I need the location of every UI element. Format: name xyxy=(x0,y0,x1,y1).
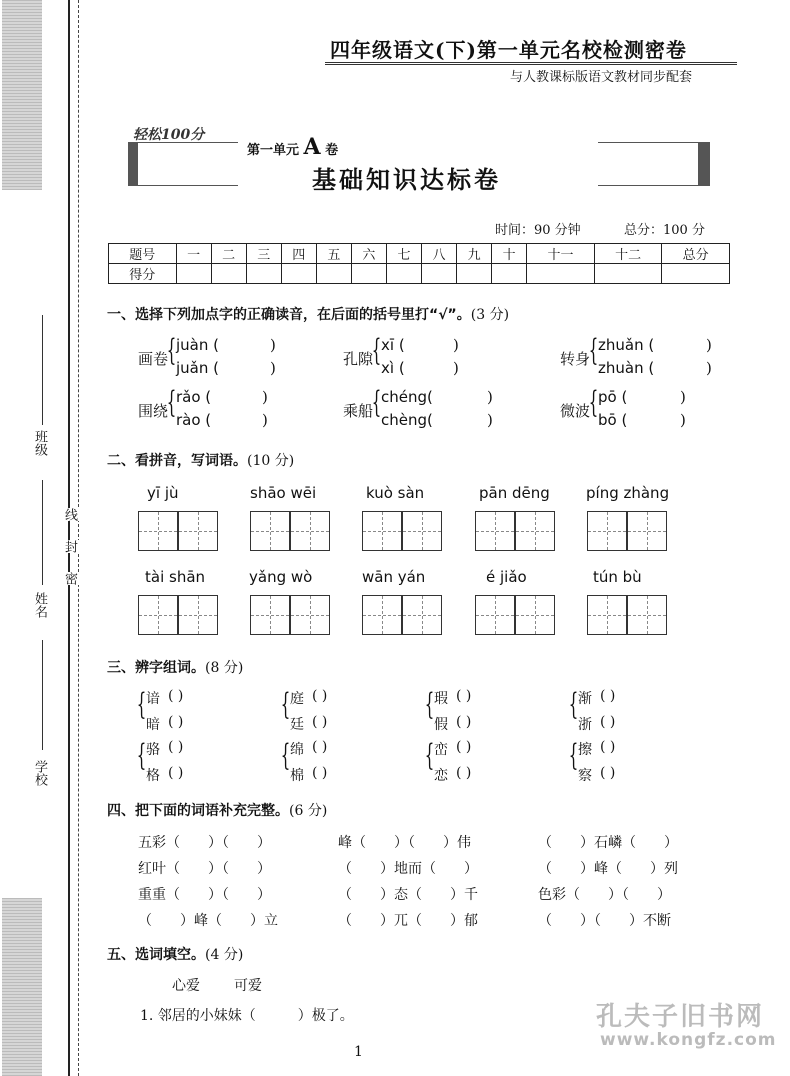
banner-right-rule xyxy=(598,142,698,143)
score-input-cell[interactable] xyxy=(492,264,527,284)
q1-word: 围绕 xyxy=(138,402,169,420)
q3-blank[interactable]: ( ) xyxy=(312,714,328,730)
score-input-cell[interactable] xyxy=(351,264,386,284)
score-input-cell[interactable] xyxy=(457,264,492,284)
brace-icon: { xyxy=(588,385,599,420)
brace-icon: { xyxy=(136,687,147,722)
banner-tag: 轻松100分 xyxy=(133,127,205,143)
q3-blank[interactable]: ( ) xyxy=(168,688,184,704)
exam-total: 总分：100 分 xyxy=(624,223,705,238)
char-box[interactable] xyxy=(250,595,290,635)
banner-left-bar xyxy=(128,142,138,186)
q1-close: ) xyxy=(262,388,268,406)
banner-unit-prefix: 第一单元 xyxy=(247,143,300,158)
brace-icon: { xyxy=(371,333,382,368)
q3-char: 庭 xyxy=(290,691,304,707)
char-box[interactable] xyxy=(290,595,330,635)
q4-idiom[interactable]: （ ）态（ ）千 xyxy=(338,887,478,903)
q3-char: 谙 xyxy=(146,691,160,707)
q1-option[interactable]: rào ( xyxy=(176,411,212,429)
seal-char-2: 封 xyxy=(62,540,77,553)
q5-item-1[interactable]: 1. 邻居的小妹妹（ ）极了。 xyxy=(140,1008,354,1024)
char-box[interactable] xyxy=(290,511,330,551)
pinyin-label: kuò sàn xyxy=(366,484,425,502)
score-input-cell[interactable] xyxy=(281,264,316,284)
banner-unit-suffix: 卷 xyxy=(325,143,339,158)
char-box[interactable] xyxy=(475,511,515,551)
score-cell: 一 xyxy=(176,244,211,264)
q1-close: ) xyxy=(262,411,268,429)
q1-option[interactable]: pō ( xyxy=(598,388,628,406)
seal-char-3: 线 xyxy=(62,508,77,521)
brace-icon: { xyxy=(280,687,291,722)
score-input-cell[interactable] xyxy=(422,264,457,284)
q3-char: 暗 xyxy=(146,717,160,733)
pinyin-label: shāo wēi xyxy=(250,484,317,502)
brace-icon: { xyxy=(424,738,435,773)
banner-left-rule2 xyxy=(138,185,238,186)
pinyin-label: tún bù xyxy=(593,568,642,586)
q1-option[interactable]: chèng( xyxy=(381,411,433,429)
score-table xyxy=(108,243,730,284)
pinyin-label: yǎng wò xyxy=(249,568,313,586)
q1-close: ) xyxy=(680,411,686,429)
q3-char: 峦 xyxy=(434,742,448,758)
char-box[interactable] xyxy=(515,595,555,635)
score-cell: 十 xyxy=(492,244,527,264)
q1-close: ) xyxy=(487,411,493,429)
brace-icon: { xyxy=(166,333,177,368)
q3-char: 格 xyxy=(146,768,160,784)
q3-blank[interactable]: ( ) xyxy=(456,688,472,704)
banner-unit xyxy=(247,134,338,160)
char-box[interactable] xyxy=(587,511,627,551)
section-5-points: (4 分) xyxy=(205,947,244,963)
q1-option[interactable]: xī ( xyxy=(381,336,405,354)
q5-choice: 心爱 xyxy=(172,978,200,994)
q3-blank[interactable]: ( ) xyxy=(456,765,472,781)
section-4-title xyxy=(107,800,327,820)
char-box[interactable] xyxy=(138,511,178,551)
q1-close: ) xyxy=(706,359,712,377)
brace-icon: { xyxy=(166,385,177,420)
binding-name-label: 姓名 xyxy=(32,592,47,618)
section-5-title xyxy=(107,944,243,964)
section-2-title xyxy=(107,450,294,470)
section-2-label: 二、看拼音，写词语。 xyxy=(107,453,247,469)
pinyin-label: é jiǎo xyxy=(486,568,527,586)
q1-word: 转身 xyxy=(560,350,591,368)
score-cell: 九 xyxy=(457,244,492,264)
q1-option[interactable]: rǎo ( xyxy=(176,388,212,406)
char-box[interactable] xyxy=(402,511,442,551)
header-subtitle: 与人教课标版语文教材同步配套 xyxy=(510,70,693,85)
q1-close: ) xyxy=(680,388,686,406)
q4-idiom[interactable]: （ ）地而（ ） xyxy=(338,861,478,877)
score-input-cell[interactable] xyxy=(176,264,211,284)
pinyin-label: tài shān xyxy=(145,568,206,586)
q3-blank[interactable]: ( ) xyxy=(312,739,328,755)
q3-char: 擦 xyxy=(578,742,592,758)
page-number: 1 xyxy=(354,1044,363,1060)
q4-idiom[interactable]: （ ）兀（ ）郁 xyxy=(338,913,478,929)
score-cell: 四 xyxy=(281,244,316,264)
section-1-label: 一、选择下列加点字的正确读音，在后面的括号里打“√”。 xyxy=(107,307,471,323)
binding-class-line xyxy=(42,315,43,425)
q1-option[interactable]: chéng( xyxy=(381,388,433,406)
q1-option[interactable]: xì ( xyxy=(381,359,405,377)
binding-school-line xyxy=(42,640,43,750)
watermark-name: 孔夫子旧书网 xyxy=(596,1002,765,1032)
q3-blank[interactable]: ( ) xyxy=(312,688,328,704)
q1-option[interactable]: bō ( xyxy=(598,411,628,429)
char-box[interactable] xyxy=(362,511,402,551)
brace-icon: { xyxy=(588,333,599,368)
q1-word: 画卷 xyxy=(138,350,169,368)
q3-blank[interactable]: ( ) xyxy=(600,688,616,704)
char-box[interactable] xyxy=(178,595,218,635)
score-cell: 八 xyxy=(422,244,457,264)
binding-name-line xyxy=(42,480,43,585)
q3-char: 渐 xyxy=(578,691,592,707)
q3-char: 恋 xyxy=(434,768,448,784)
watermark-url: www.kongfz.com xyxy=(600,1030,777,1050)
char-box[interactable] xyxy=(138,595,178,635)
q1-word: 乘船 xyxy=(343,402,374,420)
q4-idiom[interactable]: 色彩（ ）（ ） xyxy=(538,887,671,903)
score-input-cell[interactable] xyxy=(386,264,421,284)
q4-idiom[interactable]: 红叶（ ）（ ） xyxy=(138,861,271,877)
binding-school-label: 学校 xyxy=(32,760,47,786)
header-rule xyxy=(325,62,737,65)
q1-close: ) xyxy=(453,359,459,377)
score-input-cell[interactable] xyxy=(316,264,351,284)
q3-blank[interactable]: ( ) xyxy=(168,739,184,755)
q4-idiom[interactable]: 峰（ ）（ ）伟 xyxy=(338,835,471,851)
q3-blank[interactable]: ( ) xyxy=(312,765,328,781)
q4-idiom[interactable]: （ ）峰（ ）列 xyxy=(538,861,678,877)
brace-icon: { xyxy=(136,738,147,773)
q1-option[interactable]: zhuàn ( xyxy=(598,359,655,377)
char-box[interactable] xyxy=(515,511,555,551)
section-1-points: (3 分) xyxy=(470,307,510,323)
q1-word: 微波 xyxy=(560,402,591,420)
q3-char: 浙 xyxy=(578,717,592,733)
banner-right-rule2 xyxy=(598,185,698,186)
score-input-cell[interactable] xyxy=(246,264,281,284)
q3-blank[interactable]: ( ) xyxy=(168,714,184,730)
binding-line-inner xyxy=(78,0,79,1076)
section-3-label: 三、辨字组词。 xyxy=(107,660,205,676)
pinyin-label: píng zhàng xyxy=(586,484,670,502)
q3-blank[interactable]: ( ) xyxy=(600,714,616,730)
banner-title: 基础知识达标卷 xyxy=(312,165,501,194)
section-3-title xyxy=(107,657,243,677)
q3-blank[interactable]: ( ) xyxy=(456,714,472,730)
char-box[interactable] xyxy=(362,595,402,635)
q4-idiom[interactable]: 五彩（ ）（ ） xyxy=(138,835,271,851)
q1-option[interactable]: zhuǎn ( xyxy=(598,336,655,354)
q4-idiom[interactable]: （ ）石嶙（ ） xyxy=(538,835,678,851)
score-table-header-row xyxy=(109,244,730,264)
score-cell: 题号 xyxy=(109,244,177,264)
q4-idiom[interactable]: （ ）峰（ ）立 xyxy=(138,913,278,929)
score-cell: 二 xyxy=(211,244,246,264)
exam-time: 时间：90 分钟 xyxy=(495,223,581,238)
score-cell: 五 xyxy=(316,244,351,264)
q1-close: ) xyxy=(487,388,493,406)
q1-close: ) xyxy=(270,336,276,354)
char-box[interactable] xyxy=(587,595,627,635)
brace-icon: { xyxy=(371,385,382,420)
banner-right-bar xyxy=(698,142,710,186)
q3-blank[interactable]: ( ) xyxy=(600,739,616,755)
binding-class-label: 班级 xyxy=(32,430,47,456)
q5-choice: 可爱 xyxy=(234,978,262,994)
char-box[interactable] xyxy=(627,595,667,635)
q1-word: 孔隙 xyxy=(343,350,374,368)
q3-char: 廷 xyxy=(290,717,304,733)
q4-idiom[interactable]: （ ）（ ）不断 xyxy=(538,913,671,929)
score-table-score-row xyxy=(109,264,730,284)
brace-icon: { xyxy=(568,687,579,722)
score-input-cell[interactable] xyxy=(527,264,595,284)
q1-option[interactable]: juàn ( xyxy=(176,336,219,354)
section-3-points: (8 分) xyxy=(205,660,244,676)
section-5-label: 五、选词填空。 xyxy=(107,947,205,963)
binding-line-outer xyxy=(68,0,70,1076)
q3-char: 绵 xyxy=(290,742,304,758)
char-box[interactable] xyxy=(178,511,218,551)
score-input-cell[interactable] xyxy=(594,264,662,284)
score-row-label: 得分 xyxy=(109,264,177,284)
q4-idiom[interactable]: 重重（ ）（ ） xyxy=(138,887,271,903)
score-input-cell[interactable] xyxy=(211,264,246,284)
brace-icon: { xyxy=(424,687,435,722)
q3-char: 察 xyxy=(578,768,592,784)
brace-icon: { xyxy=(280,738,291,773)
q3-char: 棉 xyxy=(290,768,304,784)
q3-char: 骆 xyxy=(146,742,160,758)
score-cell: 七 xyxy=(386,244,421,264)
pinyin-label: yī jù xyxy=(147,484,179,502)
score-cell: 十一 xyxy=(527,244,595,264)
char-box[interactable] xyxy=(250,511,290,551)
binding-gray-top xyxy=(2,0,42,190)
pinyin-label: wān yán xyxy=(362,568,426,586)
char-box[interactable] xyxy=(627,511,667,551)
score-cell: 三 xyxy=(246,244,281,264)
score-input-cell[interactable] xyxy=(662,264,730,284)
q1-close: ) xyxy=(706,336,712,354)
seal-char-1: 密 xyxy=(62,572,77,585)
header-title: 四年级语文(下)第一单元名校检测密卷 xyxy=(330,38,687,62)
q1-option[interactable]: juǎn ( xyxy=(176,359,219,377)
q3-char: 假 xyxy=(434,717,448,733)
char-box[interactable] xyxy=(402,595,442,635)
section-4-points: (6 分) xyxy=(289,803,328,819)
section-4-label: 四、把下面的词语补充完整。 xyxy=(107,803,289,819)
q3-blank[interactable]: ( ) xyxy=(456,739,472,755)
q3-blank[interactable]: ( ) xyxy=(600,765,616,781)
score-cell: 十二 xyxy=(594,244,662,264)
binding-gray-bottom xyxy=(2,898,42,1076)
banner-unit-letter: A xyxy=(303,134,321,160)
q1-close: ) xyxy=(453,336,459,354)
pinyin-label: pān dēng xyxy=(479,484,550,502)
char-box[interactable] xyxy=(475,595,515,635)
section-2-points: (10 分) xyxy=(247,453,295,469)
score-cell: 六 xyxy=(351,244,386,264)
score-cell: 总分 xyxy=(662,244,730,264)
q3-blank[interactable]: ( ) xyxy=(168,765,184,781)
q1-close: ) xyxy=(270,359,276,377)
brace-icon: { xyxy=(568,738,579,773)
section-1-title xyxy=(107,304,509,324)
q3-char: 瑕 xyxy=(434,691,448,707)
